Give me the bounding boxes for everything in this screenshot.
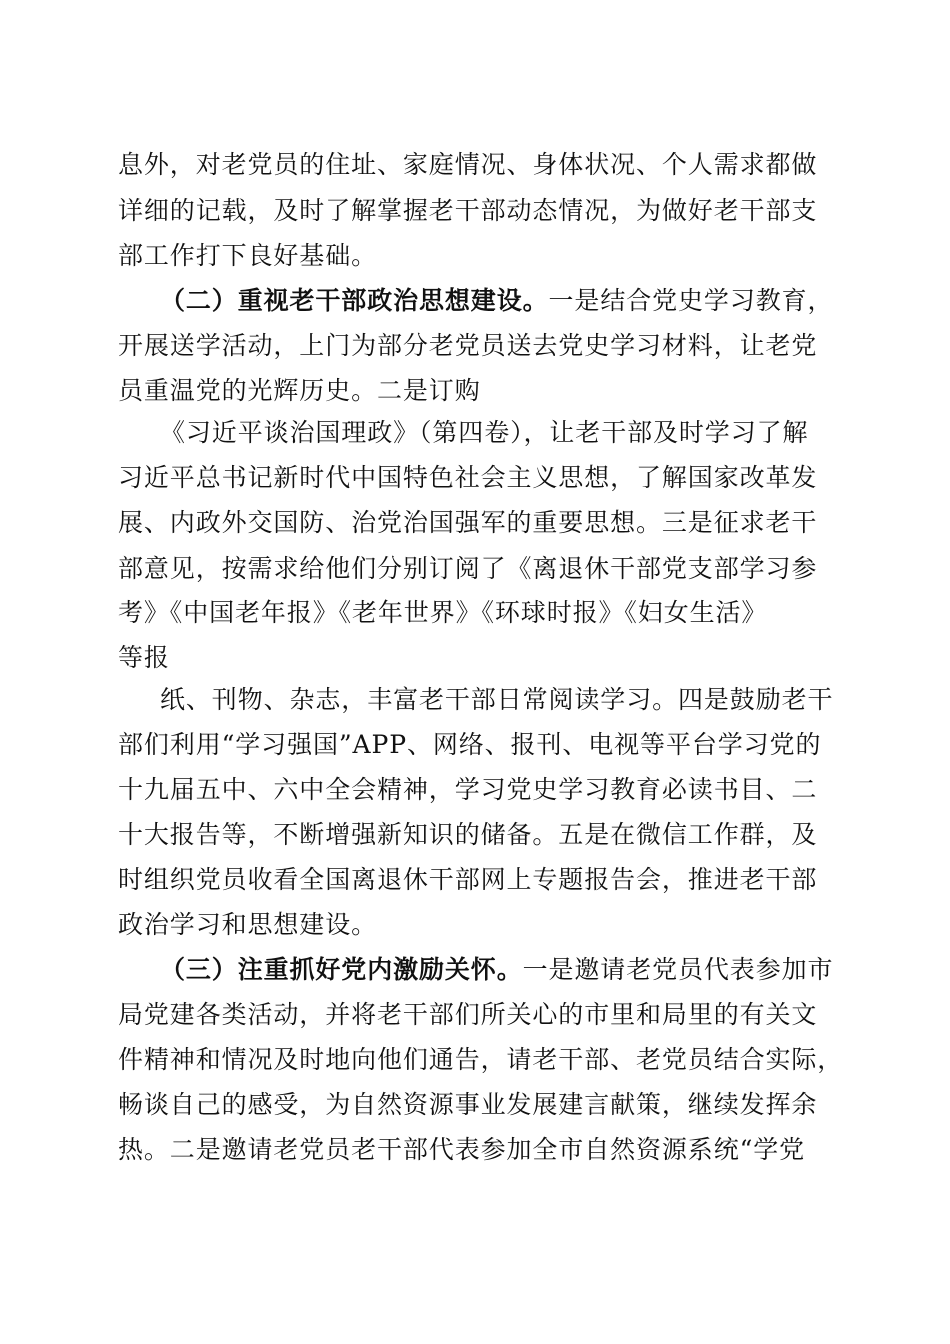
- text-line: 纸、刊物、杂志，丰富老干部日常阅读学习。四是鼓励老干: [160, 685, 834, 714]
- text-line: 员重温党的光辉历史。二是订购: [118, 376, 481, 405]
- section-heading: （二）重视老干部政治思想建设。: [160, 286, 549, 315]
- text-line: 局党建各类活动，并将老干部们所关心的市里和局里的有关文: [118, 1000, 818, 1029]
- text-line: 考》《中国老年报》《老年世界》《环球时报》《妇女生活》: [118, 598, 768, 627]
- text-line: 时组织党员收看全国离退休干部网上专题报告会，推进老干部: [118, 865, 818, 894]
- text-line: 开展送学活动，上门为部分老党员送去党史学习材料，让老党: [118, 331, 818, 360]
- text-line: 习近平总书记新时代中国特色社会主义思想，了解国家改革发: [118, 463, 818, 492]
- section-heading: （三）注重抓好党内激励关怀。: [160, 955, 523, 984]
- text-line: 展、内政外交国防、治党治国强军的重要思想。三是征求老干: [118, 508, 818, 537]
- text-line: 件精神和情况及时地向他们通告，请老干部、老党员结合实际，: [118, 1045, 844, 1074]
- text-line: [160, 953, 833, 987]
- text-line: 详细的记载，及时了解掌握老干部动态情况，为做好老干部支: [118, 196, 818, 225]
- text-line: 息外，对老党员的住址、家庭情况、身体状况、个人需求都做: [118, 150, 818, 179]
- text-line: 等报: [118, 643, 170, 672]
- text-line: 畅谈自己的感受，为自然资源事业发展建言献策，继续发挥余: [118, 1090, 818, 1119]
- text-line: 部工作打下良好基础。: [118, 241, 378, 270]
- text-line: [160, 284, 833, 318]
- text-line: 部意见，按需求给他们分别订阅了《离退休干部党支部学习参: [118, 554, 818, 583]
- text-line: 《习近平谈治国理政》（第四卷），让老干部及时学习了解: [160, 418, 809, 447]
- text-run: 一是邀请老党员代表参加市: [522, 955, 834, 984]
- text-line: 十大报告等，不断增强新知识的储备。五是在微信工作群，及: [118, 820, 818, 849]
- text-line: 政治学习和思想建设。: [118, 910, 378, 939]
- text-line: 部们利用“学习强国”APP、网络、报刊、电视等平台学习党的: [118, 730, 822, 759]
- text-line: 热。二是邀请老党员老干部代表参加全市自然资源系统“学党: [118, 1135, 806, 1164]
- text-run: 一是结合党史学习教育，: [548, 286, 834, 315]
- text-line: 十九届五中、六中全会精神，学习党史学习教育必读书目、二: [118, 775, 818, 804]
